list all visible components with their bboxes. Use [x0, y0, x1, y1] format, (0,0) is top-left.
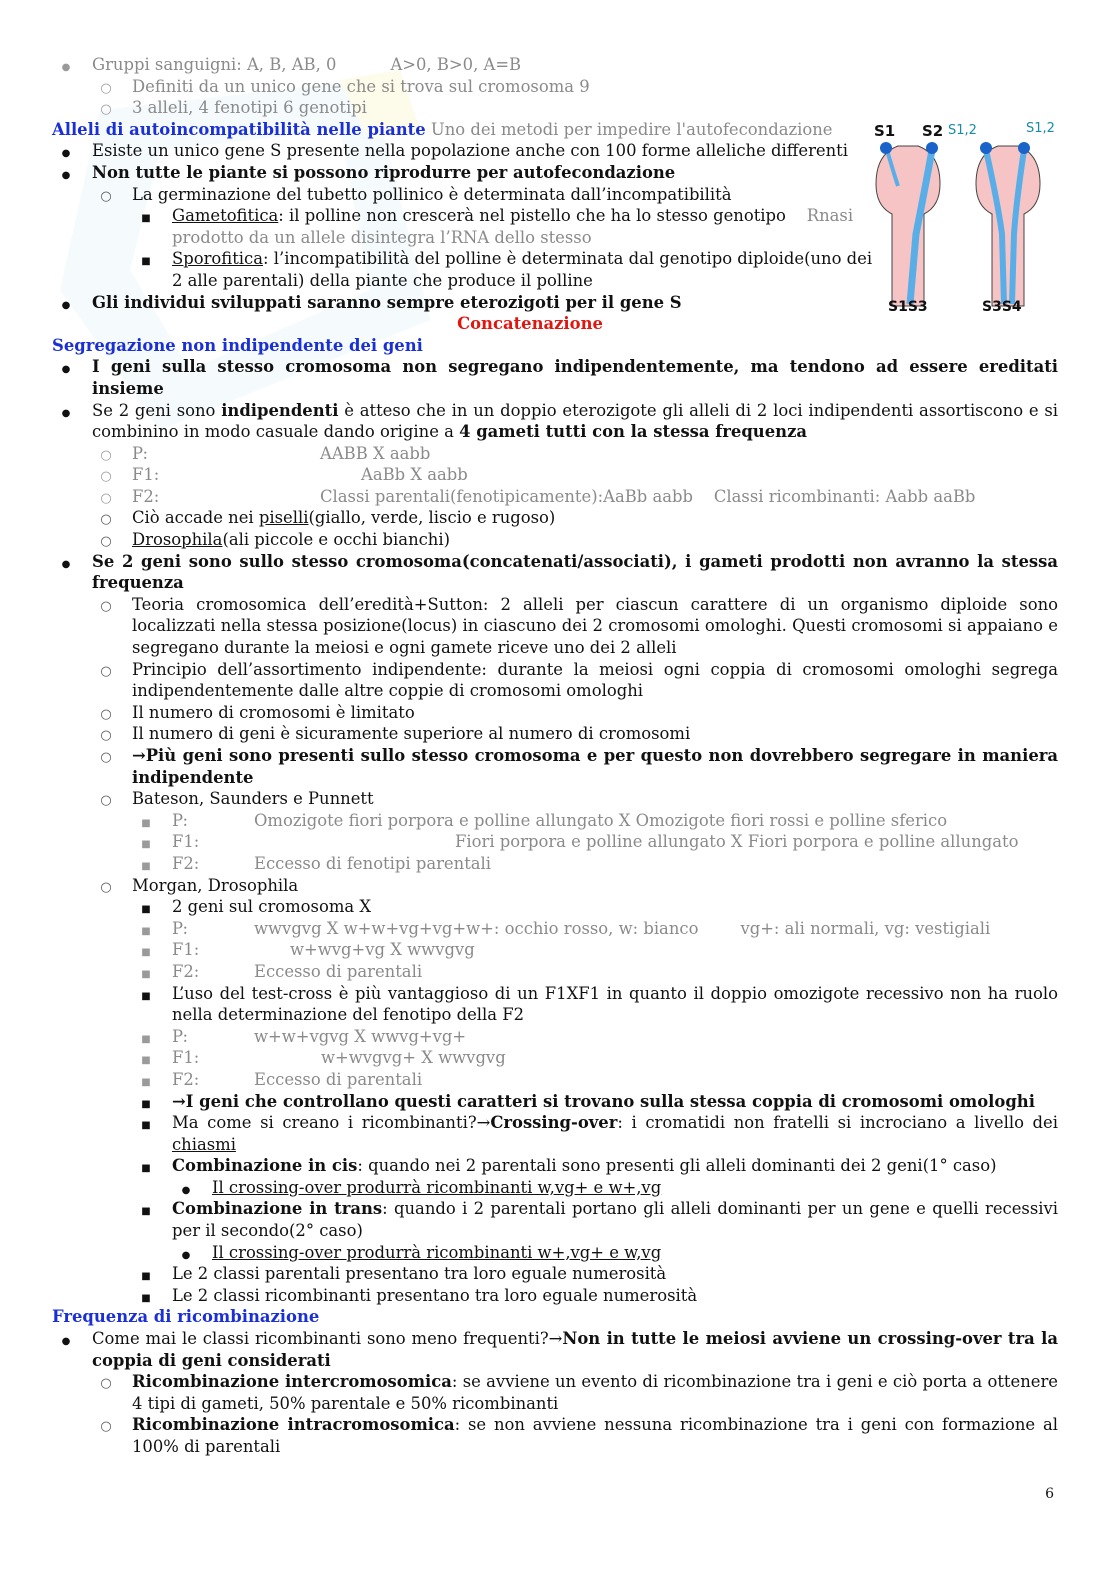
list-item: ■ F1: w+wvgvg+ X wwvgvg: [52, 1047, 1058, 1069]
list-item: ● Come mai le classi ricombinanti sono meno frequenti?→Non in tutte le meiosi avviene un crossing-over tra la coppia di geni considerati: [52, 1328, 1058, 1371]
list-item: ● Il crossing-over produrrà ricombinanti w,vg+ e w+,vg: [52, 1177, 1058, 1199]
list-item: ○ Ricombinazione intercromosomica: se avviene un evento di ricombinazione tra i geni e ciò porta a ottenere 4 tipi di gameti, 50% parentale e 50% ricombinanti: [52, 1371, 1058, 1414]
label-s1: S1: [874, 122, 896, 140]
list-item: ■ Gametofitica: il polline non crescerà nel pistello che ha lo stesso genotipo Rnasi prodotto da un allele disintegra l’RNA dello stesso: [52, 205, 872, 248]
list-item: ○ Teoria cromosomica dell’eredità+Sutton: 2 alleli per ciascun carattere di un organismo diploide sono localizzati nella stessa posizione(locus) in ciascuno dei 2 cromosomi omologhi. Questi cromosomi si appaiano e segregano durante la meiosi e ogni gamete riceve uno dei 2 alleli: [52, 594, 1058, 659]
section-title-red: Concatenazione: [457, 314, 603, 334]
list-item: ■ P: wwvgvg X w+w+vg+vg+w+: occhio rosso, w: bianco vg+: ali normali, vg: vestigiali: [52, 918, 1058, 940]
list-item: ○ Morgan, Drosophila: [52, 875, 1058, 897]
list-item: ■ Combinazione in cis: quando nei 2 parentali sono presenti gli alleli dominanti dei 2 geni(1° caso): [52, 1155, 1058, 1177]
label-s12-left: S1,2: [948, 123, 977, 138]
list-item: ■ F2: Eccesso di fenotipi parentali: [52, 853, 1058, 875]
list-item: ■ Sporofitica: l’incompatibilità del polline è determinata dal genotipo diploide(uno dei 2 alle parentali) della piante che produce il polline: [52, 248, 876, 291]
label-s12-right: S1,2: [1026, 121, 1055, 136]
list-item: ○ Bateson, Saunders e Punnett: [52, 788, 1058, 810]
list-item: ● Gruppi sanguigni: A, B, AB, 0 A>0, B>0, A=B: [52, 54, 1058, 76]
list-item: ■ P: w+w+vgvg X wwvg+vg+: [52, 1026, 1058, 1048]
document-page: [52, 54, 1058, 1458]
list-item: ● Se 2 geni sono sullo stesso cromosoma(concatenati/associati), i gameti prodotti non avranno la stessa frequenza: [52, 551, 1058, 594]
list-item: ○ Drosophila(ali piccole e occhi bianchi): [52, 529, 1058, 551]
label-s1s3: S1S3: [888, 299, 928, 315]
list-item: ■ P: Omozigote fiori porpora e polline allungato X Omozigote fiori rossi e polline sferico: [52, 810, 1058, 832]
list-item: ■ Combinazione in trans: quando i 2 parentali portano gli alleli dominanti per un gene e quelli recessivi per il secondo(2° caso): [52, 1198, 1058, 1241]
list-item: ○ F2: Classi parentali(fenotipicamente):AaBb aabb Classi ricombinanti: Aabb aaBb: [52, 486, 1058, 508]
list-item: ● Se 2 geni sono indipendenti è atteso che in un doppio eterozigote gli alleli di 2 loci indipendenti assortiscono e si combinino in modo casuale dando origine a 4 gameti tutti con la stessa frequenza: [52, 400, 1058, 443]
list-item: ■ F1: w+wvg+vg X wwvgvg: [52, 939, 1058, 961]
section-heading: Segregazione non indipendente dei geni: [52, 335, 423, 355]
list-item: ○ La germinazione del tubetto pollinico è determinata dall’incompatibilità: [52, 184, 952, 206]
list-item: ● Gli individui sviluppati saranno sempre eterozigoti per il gene S: [52, 292, 912, 314]
list-item: ■ F2: Eccesso di parentali: [52, 961, 1058, 983]
list-item: ○ 3 alleli, 4 fenotipi 6 genotipi: [52, 97, 1058, 119]
list-item: ■ L’uso del test-cross è più vantaggioso di un F1XF1 in quanto il doppio omozigote recessivo non ha ruolo nella determinazione del fenotipo della F2: [52, 983, 1058, 1026]
section-heading: Alleli di autoincompatibilità nelle piante Uno dei metodi per impedire l'autofecondazione: [52, 119, 833, 139]
list-item: ○ Il numero di cromosomi è limitato: [52, 702, 1058, 724]
list-item: ● Il crossing-over produrrà ricombinanti w+,vg+ e w,vg: [52, 1242, 1058, 1264]
list-item: ○ Definiti da un unico gene che si trova sul cromosoma 9: [52, 76, 1058, 98]
list-item: ● I geni sulla stesso cromosoma non segregano indipendentemente, ma tendono ad essere ereditati insieme: [52, 356, 1058, 399]
label-s2: S2: [922, 122, 944, 140]
list-item: ■ Le 2 classi parentali presentano tra loro eguale numerosità: [52, 1263, 1058, 1285]
list-item: ■ →I geni che controllano questi caratteri si trovano sulla stessa coppia di cromosomi omologhi: [52, 1091, 1058, 1113]
list-item: ■ Ma come si creano i ricombinanti?→Crossing-over: i cromatidi non fratelli si incrociano a livello dei chiasmi: [52, 1112, 1058, 1155]
page-number: 6: [1045, 1486, 1054, 1502]
list-item: ■ Le 2 classi ricombinanti presentano tra loro eguale numerosità: [52, 1285, 1058, 1307]
list-item: ● Esiste un unico gene S presente nella popolazione anche con 100 forme alleliche differenti: [52, 140, 912, 162]
list-item: ● Non tutte le piante si possono riprodurre per autofecondazione: [52, 162, 912, 184]
list-item: ○ F1: AaBb X aabb: [52, 464, 1058, 486]
label-s3s4: S3S4: [982, 299, 1022, 315]
list-item: ■ F2: Eccesso di parentali: [52, 1069, 1058, 1091]
list-item: ■ 2 geni sul cromosoma X: [52, 896, 1058, 918]
list-item: ○ P: AABB X aabb: [52, 443, 1058, 465]
section-heading: Frequenza di ricombinazione: [52, 1307, 320, 1327]
list-item: ○ Principio dell’assortimento indipendente: durante la meiosi ogni coppia di cromosomi omologhi segrega indipendentemente dalle altre coppie di cromosomi omologhi: [52, 659, 1058, 702]
list-item: ○ Ciò accade nei piselli(giallo, verde, liscio e rugoso): [52, 507, 1058, 529]
list-item: ○ Ricombinazione intracromosomica: se non avviene nessuna ricombinazione tra i geni con formazione al 100% di parentali: [52, 1414, 1058, 1457]
list-item: ○ Il numero di geni è sicuramente superiore al numero di cromosomi: [52, 723, 1058, 745]
list-item: ○ →Più geni sono presenti sullo stesso cromosoma e per questo non dovrebbero segregare in maniera indipendente: [52, 745, 1058, 788]
list-item: ■ F1: Fiori porpora e polline allungato X Fiori porpora e polline allungato: [52, 831, 1058, 853]
